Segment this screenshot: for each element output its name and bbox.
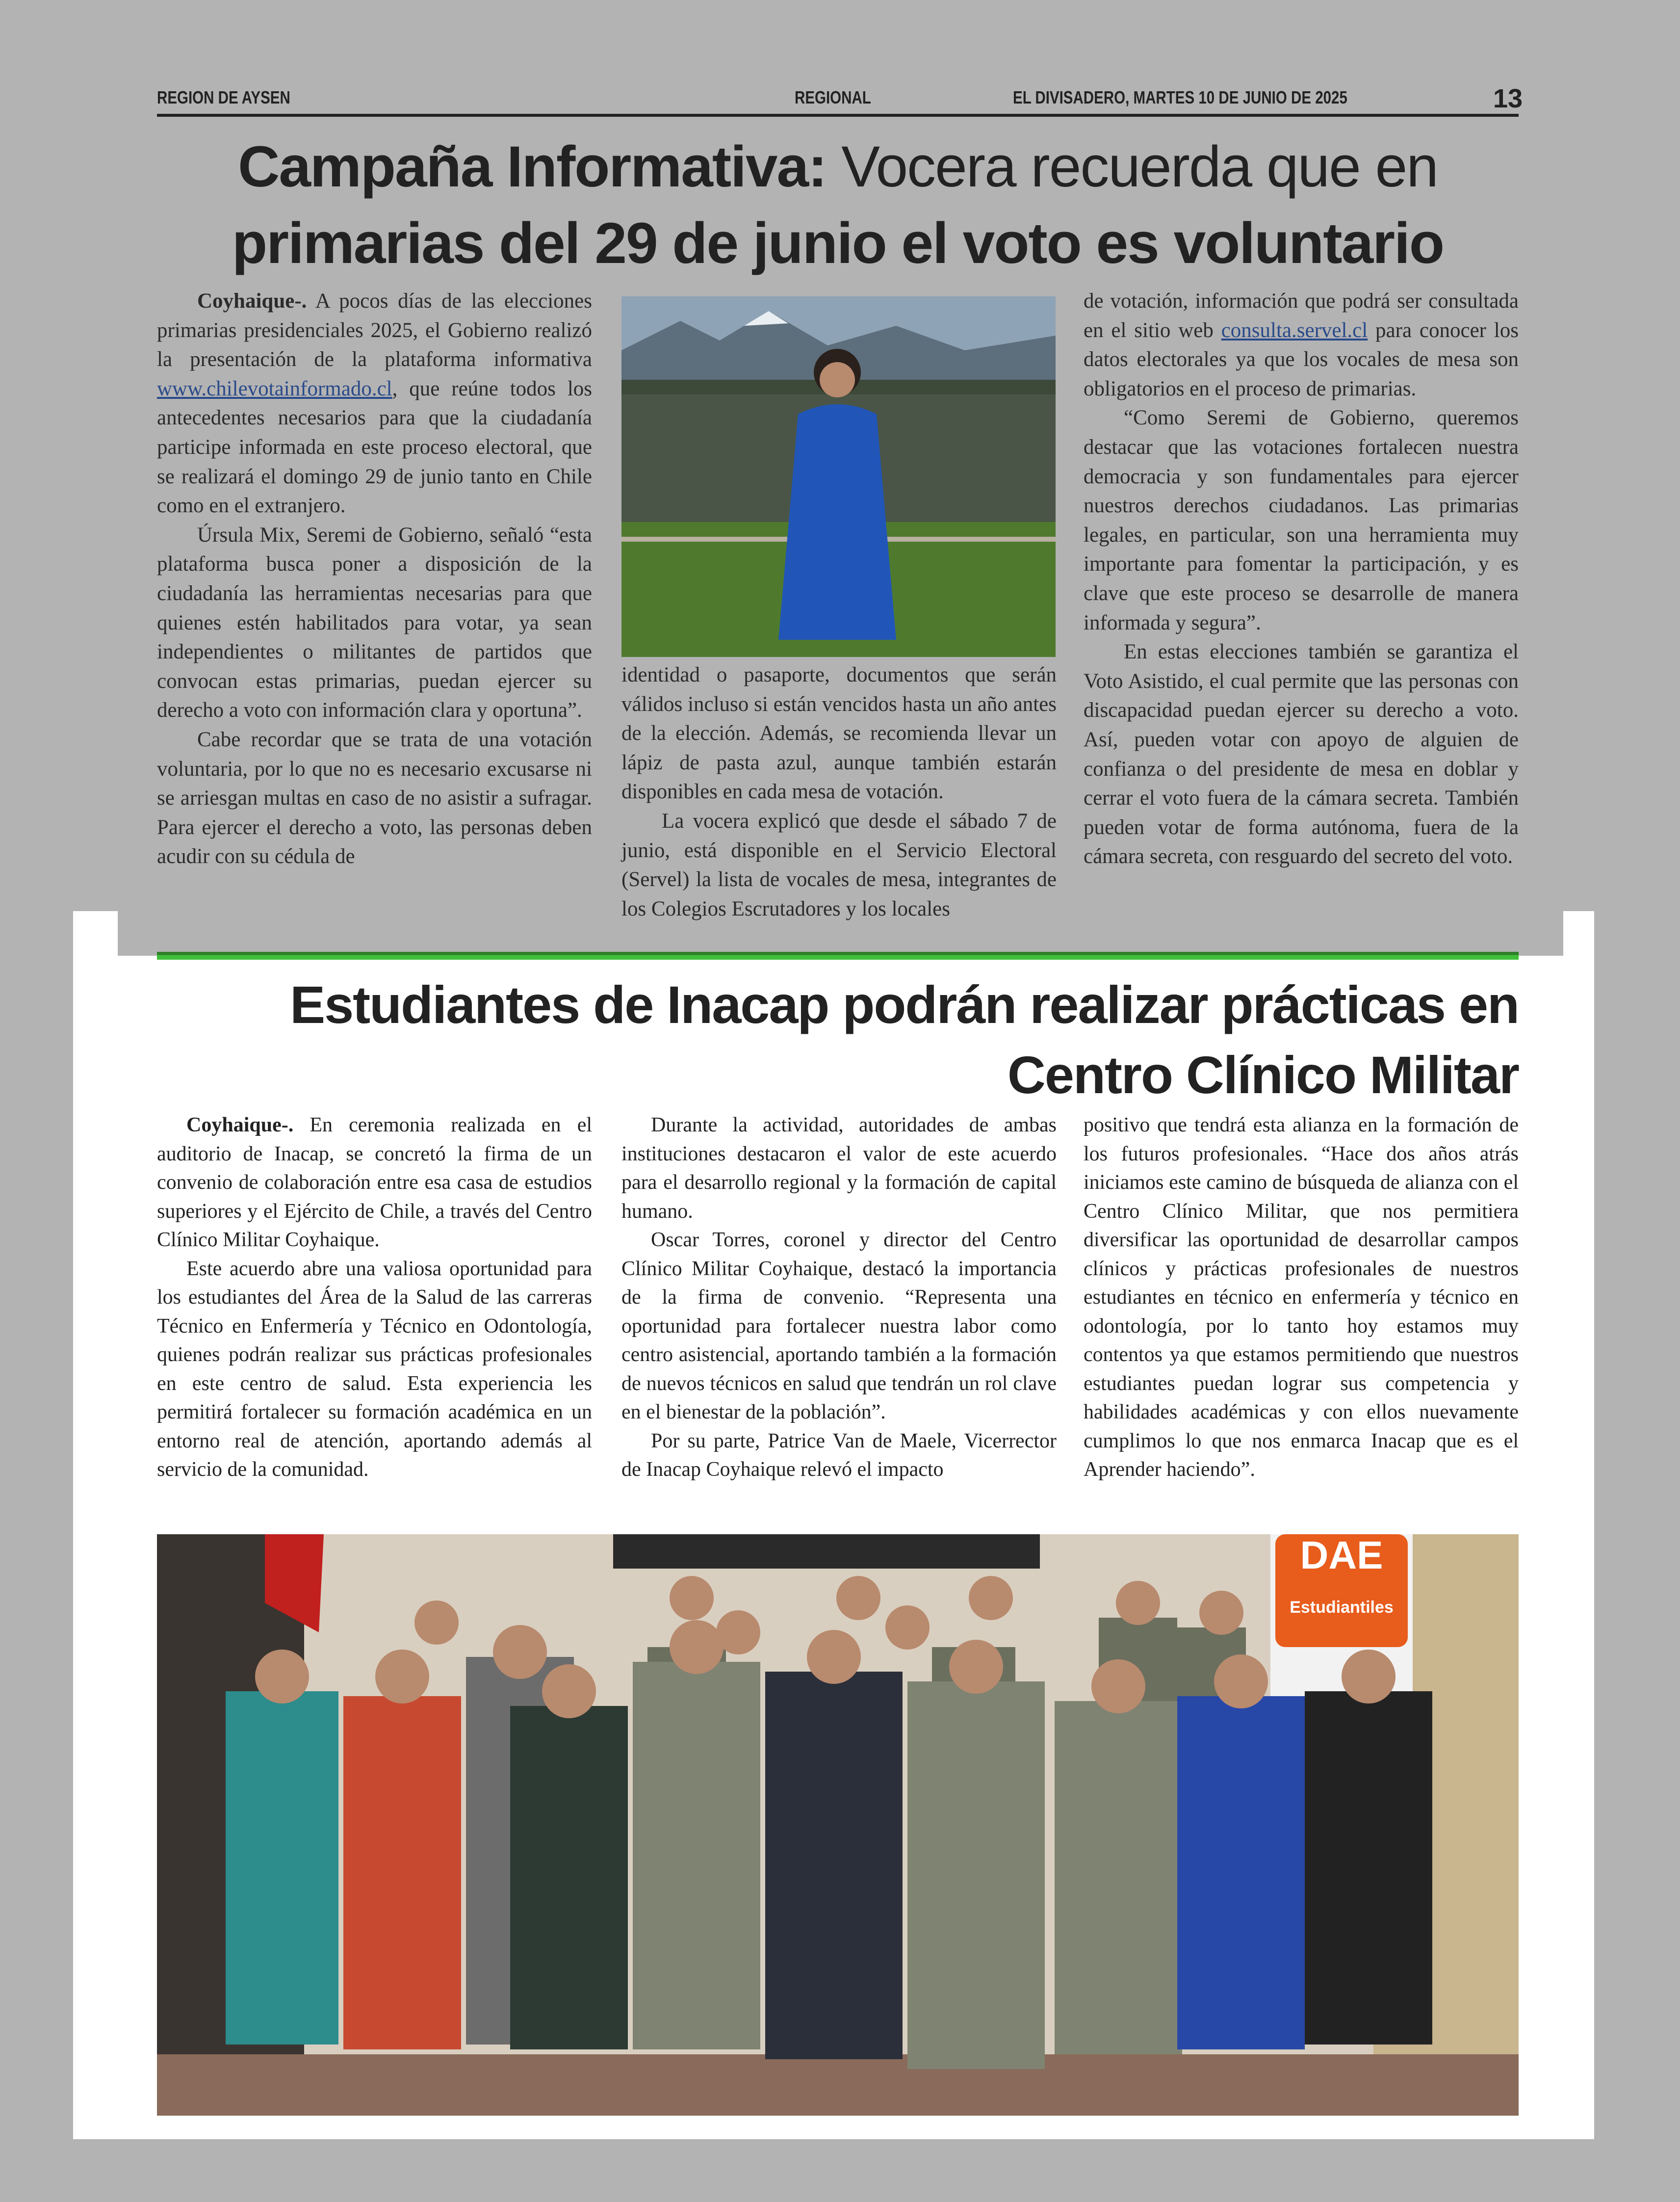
article1-column-1 [157, 287, 592, 871]
headline-kicker: Campaña Informativa: [238, 134, 827, 199]
article2-group-photo [157, 1534, 1519, 2116]
article2-column-1 [157, 1111, 592, 1484]
article1-column-3 [1084, 287, 1519, 871]
article1-column-2 [621, 660, 1057, 923]
section-label: REGION DE AYSEN [157, 87, 290, 107]
paragraph-text: En ceremonia realizada en el auditorio de Inacap, se concretó la firma de un convenio de colaboración entre esa casa de estudios superiores y el Ejército de Chile, a través del Centro Clínico Militar Coyhaique. [157, 1114, 592, 1251]
paragraph: “Como Seremi de Gobierno, queremos destacar que las votaciones fortalecen nuestra democracia y son fundamentales para ejercer nuestros derechos ciudadanos. Las primarias legales, en particular, son una herramienta muy importante para fomentar la participación, y es clave que este proceso se desarrolle de manera informada y segura”. [1084, 406, 1519, 634]
sign-title: DAE [1300, 1534, 1383, 1577]
section-divider [157, 952, 1519, 960]
paragraph-text: de votación, información que podrá ser consultada en el sitio web [1084, 289, 1519, 342]
website-link[interactable]: consulta.servel.cl [1221, 318, 1368, 342]
publication-date: EL DIVISADERO, MARTES 10 DE JUNIO DE 2025 [1013, 87, 1347, 107]
sign-subtitle: Estudiantiles [1290, 1598, 1394, 1617]
dateline: Coyhaique-. [186, 1114, 294, 1136]
article2-headline-line1: Estudiantes de Inacap podrán realizar prácticas en [290, 975, 1519, 1034]
article2-column-2 [621, 1111, 1057, 1484]
paragraph: Cabe recordar que se trata de una votación voluntaria, por lo que no es necesario excusarse ni se arriesgan multas en caso de no asistir a sufragar. Para ejercer el derecho a voto, las personas deben acudir con su cédula de [157, 728, 592, 868]
paragraph: Úrsula Mix, Seremi de Gobierno, señaló “esta plataforma busca poner a disposición de la ciudadanía las herramientas necesarias para que quienes estén habilitados para votar, ya sean independientes o militantes de partidos que convocan estas primarias, puedan ejercer su derecho a voto con información clara y oportuna”. [157, 523, 592, 722]
website-link[interactable]: www.chilevotainformado.cl [157, 377, 392, 400]
paragraph: En estas elecciones también se garantiza el Voto Asistido, el cual permite que las personas con discapacidad puedan ejercer su derecho a voto. Así, pueden votar con apoyo de alguien de confianza o del presidente de mesa en doblar y cerrar el voto fuera de la cámara secreta. También pueden votar de forma autónoma, fuera de la cámara secreta, con resguardo del secreto del voto. [1084, 640, 1519, 868]
article2-column-3 [1084, 1111, 1519, 1484]
paragraph: La vocera explicó que desde el sábado 7 de junio, está disponible en el Servicio Electoral (Servel) la lista de vocales de mesa, integrantes de los Colegios Escrutadores y los locales [621, 809, 1057, 920]
page-number: 13 [1493, 84, 1523, 113]
paragraph-text: para conocer los datos electorales ya que los vocales de mesa son obligatorios en el proceso de primarias. [1084, 318, 1519, 400]
article2-headline-line2: Centro Clínico Militar [1007, 1045, 1519, 1104]
paragraph: Oscar Torres, coronel y director del Centro Clínico Militar Coyhaique, destacó la importancia de la firma de convenio. “Representa una oportunidad para fortalecer nuestra labor como centro asistencial, aportando también a la formación de nuevos técnicos en salud que tendrán un rol clave en el bienestar de la población”. [621, 1229, 1057, 1423]
paragraph: positivo que tendrá esta alianza en la formación de los futuros profesionales. “Hace dos años atrás iniciamos este camino de búsqueda de alianza con el Centro Clínico Militar, que nos permitiera diversificar las oportunidad de desarrollar campos clínicos y prácticas profesionales de nuestros estudiantes en técnico en enfermería y técnico en odontología, por lo tanto hoy estamos muy contentos ya que estamos permitiendo que nuestros estudiantes puedan lograr sus competencia y habilidades académicas y con ellos nuevamente cumplimos lo que nos enmarca Inacap que es el Aprender haciendo”. [1084, 1114, 1519, 1481]
article1-headline-line1 [157, 133, 1519, 200]
paragraph: Por su parte, Patrice Van de Maele, Vicerrector de Inacap Coyhaique relevó el impacto [621, 1429, 1057, 1481]
header-rule [157, 114, 1519, 117]
paragraph: Este acuerdo abre una valiosa oportunidad para los estudiantes del Área de la Salud de las carreras Técnico en Enfermería y Técnico en Odontología, quienes podrán realizar sus prácticas profesionales en este centro de salud. Esta experiencia les permitirá fortalecer su formación académica en un entorno real de atención, aportando además al servicio de la comunidad. [157, 1257, 592, 1481]
section-category: REGIONAL [795, 87, 871, 107]
paragraph: identidad o pasaporte, documentos que serán válidos incluso si están vencidos hasta un año antes de la elección. Además, se recomienda llevar un lápiz de pasta azul, aunque también estarán disponibles en cada mesa de votación. [621, 663, 1057, 804]
dateline: Coyhaique-. [197, 289, 307, 313]
article1-headline-line2: primarias del 29 de junio el voto es voluntario [232, 211, 1444, 276]
article1-photo [621, 296, 1056, 657]
paragraph-text: , que reúne todos los antecedentes necesarios para que la ciudadanía participe informada en este proceso electoral, que se realizará el domingo 29 de junio tanto en Chile como en el extranjero. [157, 377, 592, 518]
headline-text: Vocera recuerda que en [826, 134, 1438, 199]
paragraph: Durante la actividad, autoridades de ambas instituciones destacaron el valor de este acuerdo para el desarrollo regional y la formación de capital humano. [621, 1114, 1057, 1223]
paragraph-text: A pocos días de las elecciones primarias presidenciales 2025, el Gobierno realizó la presentación de la plataforma informativa [157, 289, 592, 371]
